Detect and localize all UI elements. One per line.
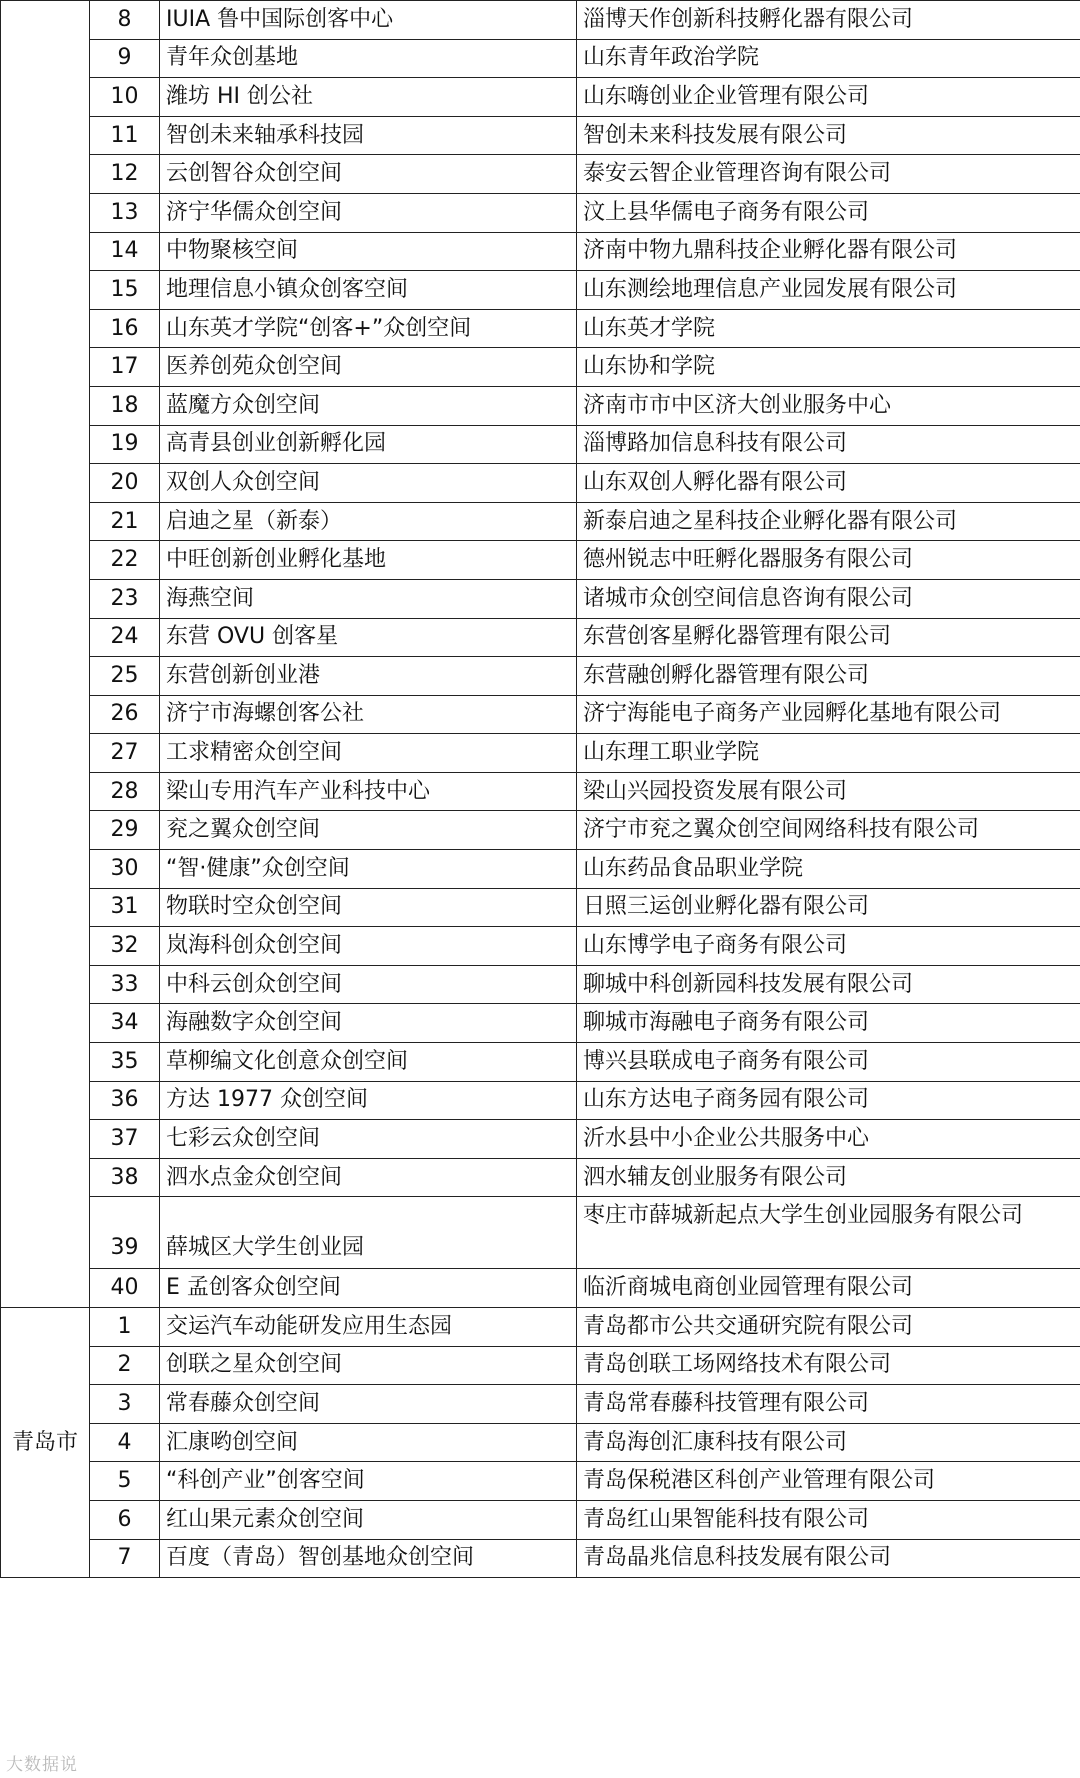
space-name: 方达 1977 众创空间 xyxy=(160,1081,577,1120)
operating-organization: 青岛常春藤科技管理有限公司 xyxy=(577,1385,1080,1424)
table-row xyxy=(1,425,1080,464)
operating-organization: 济南中物九鼎科技企业孵化器有限公司 xyxy=(577,232,1080,271)
operating-organization: 新泰启迪之星科技企业孵化器有限公司 xyxy=(577,502,1080,541)
operating-organization: 山东英才学院 xyxy=(577,309,1080,348)
table-row xyxy=(1,155,1080,194)
space-name: 高青县创业创新孵化园 xyxy=(160,425,577,464)
table-row xyxy=(1,927,1080,966)
table-row xyxy=(1,348,1080,387)
space-name: 云创智谷众创空间 xyxy=(160,155,577,194)
operating-organization: 诸城市众创空间信息咨询有限公司 xyxy=(577,579,1080,618)
row-number: 39 xyxy=(90,1197,160,1269)
space-name: 东营创新创业港 xyxy=(160,657,577,696)
table-row xyxy=(1,1120,1080,1159)
table-row xyxy=(1,1004,1080,1043)
table-row xyxy=(1,850,1080,889)
row-number: 36 xyxy=(90,1081,160,1120)
row-number: 14 xyxy=(90,232,160,271)
table-row xyxy=(1,579,1080,618)
table-row xyxy=(1,1197,1080,1269)
operating-organization: 聊城中科创新园科技发展有限公司 xyxy=(577,965,1080,1004)
table-row xyxy=(1,1043,1080,1082)
space-name: 常春藤众创空间 xyxy=(160,1385,577,1424)
row-number: 7 xyxy=(90,1539,160,1578)
table-row xyxy=(1,1308,1080,1347)
operating-organization: 青岛红山果智能科技有限公司 xyxy=(577,1500,1080,1539)
operating-organization: 青岛海创汇康科技有限公司 xyxy=(577,1423,1080,1462)
space-name: 中科云创众创空间 xyxy=(160,965,577,1004)
space-name: 地理信息小镇众创客空间 xyxy=(160,271,577,310)
table-row xyxy=(1,78,1080,117)
row-number: 33 xyxy=(90,965,160,1004)
row-number: 12 xyxy=(90,155,160,194)
row-number: 30 xyxy=(90,850,160,889)
space-name: 百度（青岛）智创基地众创空间 xyxy=(160,1539,577,1578)
table-row xyxy=(1,271,1080,310)
table-row xyxy=(1,965,1080,1004)
row-number: 24 xyxy=(90,618,160,657)
row-number: 25 xyxy=(90,657,160,696)
operating-organization: 泰安云智企业管理咨询有限公司 xyxy=(577,155,1080,194)
operating-organization: 山东药品食品职业学院 xyxy=(577,850,1080,889)
space-name: 海燕空间 xyxy=(160,579,577,618)
space-name: 济宁华儒众创空间 xyxy=(160,193,577,232)
table-row xyxy=(1,888,1080,927)
operating-organization: 东营创客星孵化器管理有限公司 xyxy=(577,618,1080,657)
operating-organization: 山东协和学院 xyxy=(577,348,1080,387)
table-row xyxy=(1,386,1080,425)
row-number: 38 xyxy=(90,1158,160,1197)
space-name: 济宁市海螺创客公社 xyxy=(160,695,577,734)
row-number: 31 xyxy=(90,888,160,927)
space-name: 岚海科创众创空间 xyxy=(160,927,577,966)
operating-organization: 山东理工职业学院 xyxy=(577,734,1080,773)
space-name: 梁山专用汽车产业科技中心 xyxy=(160,772,577,811)
space-name: 草柳编文化创意众创空间 xyxy=(160,1043,577,1082)
operating-organization: 淄博路加信息科技有限公司 xyxy=(577,425,1080,464)
operating-organization: 临沂商城电商创业园管理有限公司 xyxy=(577,1269,1080,1308)
space-name: 启迪之星（新泰） xyxy=(160,502,577,541)
operating-organization: 济宁海能电子商务产业园孵化基地有限公司 xyxy=(577,695,1080,734)
row-number: 20 xyxy=(90,464,160,503)
space-name: 泗水点金众创空间 xyxy=(160,1158,577,1197)
operating-organization: 青岛晶兆信息科技发展有限公司 xyxy=(577,1539,1080,1578)
operating-organization: 枣庄市薛城新起点大学生创业园服务有限公司 xyxy=(577,1197,1080,1269)
table-row xyxy=(1,1500,1080,1539)
operating-organization: 青岛都市公共交通研究院有限公司 xyxy=(577,1308,1080,1347)
space-name: 七彩云众创空间 xyxy=(160,1120,577,1159)
space-name: 兖之翼众创空间 xyxy=(160,811,577,850)
space-name: 创联之星众创空间 xyxy=(160,1346,577,1385)
row-number: 2 xyxy=(90,1346,160,1385)
row-number: 29 xyxy=(90,811,160,850)
operating-organization: 济南市市中区济大创业服务中心 xyxy=(577,386,1080,425)
operating-organization: 青岛保税港区科创产业管理有限公司 xyxy=(577,1462,1080,1501)
space-name: 山东英才学院“创客+”众创空间 xyxy=(160,309,577,348)
operating-organization: 济宁市兖之翼众创空间网络科技有限公司 xyxy=(577,811,1080,850)
watermark: 大数据说 xyxy=(6,1755,78,1775)
row-number: 8 xyxy=(90,1,160,40)
table-row xyxy=(1,116,1080,155)
space-name: 智创未来轴承科技园 xyxy=(160,116,577,155)
space-name: 潍坊 HI 创公社 xyxy=(160,78,577,117)
operating-organization: 青岛创联工场网络技术有限公司 xyxy=(577,1346,1080,1385)
space-name: 医养创苑众创空间 xyxy=(160,348,577,387)
operating-organization: 东营融创孵化器管理有限公司 xyxy=(577,657,1080,696)
row-number: 19 xyxy=(90,425,160,464)
table-row xyxy=(1,1539,1080,1578)
operating-organization: 博兴县联成电子商务有限公司 xyxy=(577,1043,1080,1082)
operating-organization: 泗水辅友创业服务有限公司 xyxy=(577,1158,1080,1197)
row-number: 9 xyxy=(90,39,160,78)
space-name: 中旺创新创业孵化基地 xyxy=(160,541,577,580)
row-number: 5 xyxy=(90,1462,160,1501)
space-name: 东营 OVU 创客星 xyxy=(160,618,577,657)
operating-organization: 山东方达电子商务园有限公司 xyxy=(577,1081,1080,1120)
operating-organization: 山东博学电子商务有限公司 xyxy=(577,927,1080,966)
space-name: 中物聚核空间 xyxy=(160,232,577,271)
row-number: 10 xyxy=(90,78,160,117)
row-number: 27 xyxy=(90,734,160,773)
table-row xyxy=(1,541,1080,580)
operating-organization: 淄博天作创新科技孵化器有限公司 xyxy=(577,1,1080,40)
operating-organization: 汶上县华儒电子商务有限公司 xyxy=(577,193,1080,232)
row-number: 15 xyxy=(90,271,160,310)
table-row xyxy=(1,1423,1080,1462)
row-number: 23 xyxy=(90,579,160,618)
row-number: 32 xyxy=(90,927,160,966)
operating-organization: 沂水县中小企业公共服务中心 xyxy=(577,1120,1080,1159)
operating-organization: 山东青年政治学院 xyxy=(577,39,1080,78)
space-name: 交运汽车动能研发应用生态园 xyxy=(160,1308,577,1347)
table-row xyxy=(1,502,1080,541)
table-row xyxy=(1,772,1080,811)
table-body xyxy=(1,1,1080,1578)
operating-organization: 日照三运创业孵化器有限公司 xyxy=(577,888,1080,927)
row-number: 34 xyxy=(90,1004,160,1043)
table-row xyxy=(1,695,1080,734)
row-number: 4 xyxy=(90,1423,160,1462)
space-name: “智·健康”众创空间 xyxy=(160,850,577,889)
row-number: 16 xyxy=(90,309,160,348)
table-row xyxy=(1,39,1080,78)
region-cell: 青岛市 xyxy=(1,1308,90,1578)
operating-organization: 山东双创人孵化器有限公司 xyxy=(577,464,1080,503)
row-number: 6 xyxy=(90,1500,160,1539)
operating-organization: 智创未来科技发展有限公司 xyxy=(577,116,1080,155)
operating-organization: 德州锐志中旺孵化器服务有限公司 xyxy=(577,541,1080,580)
table-row xyxy=(1,1269,1080,1308)
table-row xyxy=(1,657,1080,696)
space-name: 蓝魔方众创空间 xyxy=(160,386,577,425)
operating-organization: 梁山兴园投资发展有限公司 xyxy=(577,772,1080,811)
table-row xyxy=(1,1158,1080,1197)
operating-organization: 聊城市海融电子商务有限公司 xyxy=(577,1004,1080,1043)
row-number: 1 xyxy=(90,1308,160,1347)
row-number: 13 xyxy=(90,193,160,232)
table-row xyxy=(1,811,1080,850)
table-row xyxy=(1,1462,1080,1501)
row-number: 35 xyxy=(90,1043,160,1082)
row-number: 28 xyxy=(90,772,160,811)
table-row xyxy=(1,1346,1080,1385)
table-row xyxy=(1,232,1080,271)
row-number: 26 xyxy=(90,695,160,734)
space-name: E 孟创客众创空间 xyxy=(160,1269,577,1308)
space-name: “科创产业”创客空间 xyxy=(160,1462,577,1501)
space-name: 薛城区大学生创业园 xyxy=(160,1197,577,1269)
table-row xyxy=(1,734,1080,773)
row-number: 17 xyxy=(90,348,160,387)
row-number: 3 xyxy=(90,1385,160,1424)
region-cell xyxy=(1,1,90,1308)
table-row xyxy=(1,464,1080,503)
row-number: 40 xyxy=(90,1269,160,1308)
space-name: 红山果元素众创空间 xyxy=(160,1500,577,1539)
table-row xyxy=(1,1081,1080,1120)
table-row xyxy=(1,618,1080,657)
space-name: IUIA 鲁中国际创客中心 xyxy=(160,1,577,40)
row-number: 18 xyxy=(90,386,160,425)
operating-organization: 山东嗨创业企业管理有限公司 xyxy=(577,78,1080,117)
operating-organization: 山东测绘地理信息产业园发展有限公司 xyxy=(577,271,1080,310)
table-row xyxy=(1,309,1080,348)
row-number: 22 xyxy=(90,541,160,580)
table-row xyxy=(1,1,1080,40)
space-name: 海融数字众创空间 xyxy=(160,1004,577,1043)
table-row xyxy=(1,1385,1080,1424)
row-number: 11 xyxy=(90,116,160,155)
space-name: 物联时空众创空间 xyxy=(160,888,577,927)
space-name: 青年众创基地 xyxy=(160,39,577,78)
space-name: 工求精密众创空间 xyxy=(160,734,577,773)
table-row xyxy=(1,193,1080,232)
row-number: 21 xyxy=(90,502,160,541)
row-number: 37 xyxy=(90,1120,160,1159)
space-name: 汇康哟创空间 xyxy=(160,1423,577,1462)
space-name: 双创人众创空间 xyxy=(160,464,577,503)
